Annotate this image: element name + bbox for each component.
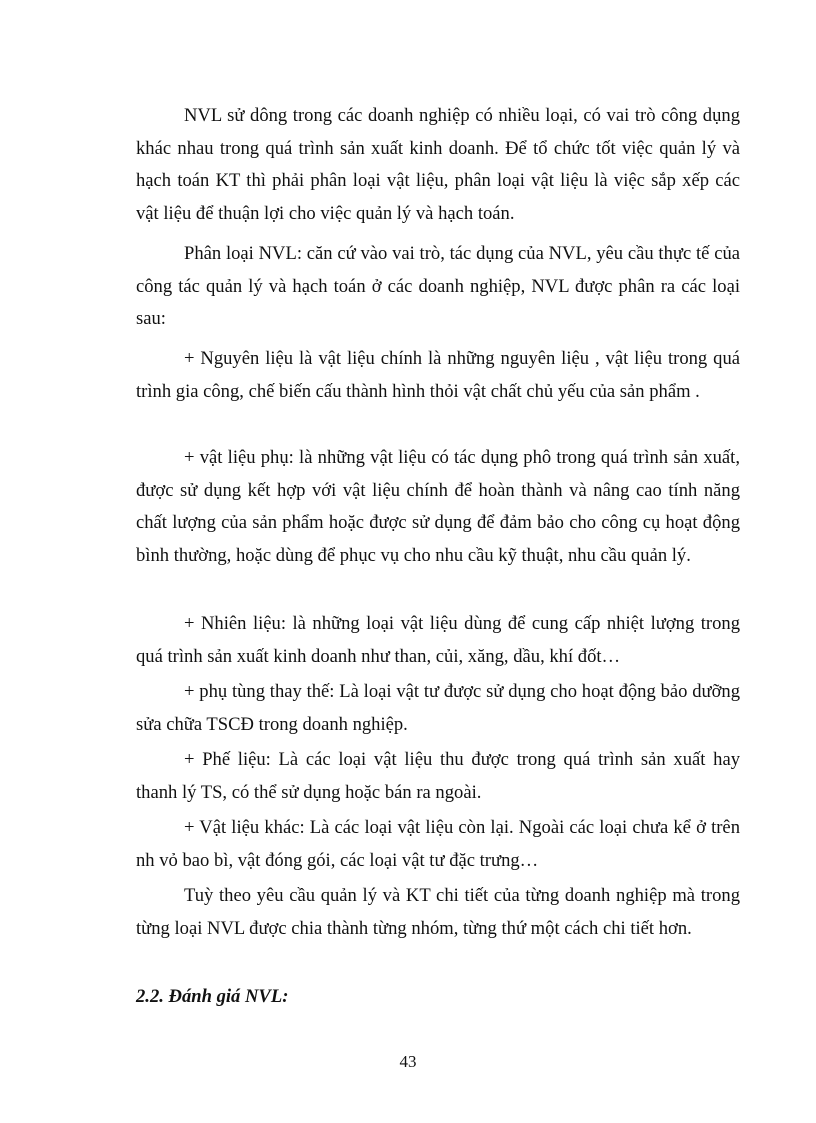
- paragraph: [136, 744, 740, 809]
- paragraph-text: Phân loại NVL: căn cứ vào vai trò, tác dụng của NVL, yêu cầu thực tế của công tác quản lý và hạch toán ở các doanh nghiệp, NVL được phân ra các loại sau:: [136, 243, 740, 329]
- paragraph: [136, 442, 740, 572]
- paragraph-text: + Nhiên liệu: là những loại vật liệu dùng để cung cấp nhiệt lượng trong quá trình sản xuất kinh doanh như than, củi, xăng, dầu, khí đốt…: [136, 613, 740, 667]
- paragraph-text: + Nguyên liệu là vật liệu chính là những nguyên liệu , vật liệu trong quá trình gia công, chế biến cấu thành hình thỏi vật chất chủ yếu của sản phẩm .: [136, 348, 740, 402]
- paragraph-text: Tuỳ theo yêu cầu quản lý và KT chi tiết của từng doanh nghiệp mà trong từng loại NVL được chia thành từng nhóm, từng thứ một cách chi tiết hơn.: [136, 885, 740, 939]
- paragraph: [136, 812, 740, 877]
- paragraph-text: + vật liệu phụ: là những vật liệu có tác dụng phô trong quá trình sản xuất, được sử dụng kết hợp với vật liệu chính để hoàn thành và nâng cao tính năng chất lượng của sản phẩm hoặc được sử dụng để đảm bảo cho công cụ hoạt động bình thường, hoặc dùng để phục vụ cho nhu cầu kỹ thuật, nhu cầu quản lý.: [136, 447, 740, 566]
- paragraph: [136, 608, 740, 673]
- paragraph-text: NVL sử dông trong các doanh nghiệp có nhiều loại, có vai trò công dụng khác nhau trong quá trình sản xuất kinh doanh. Để tổ chức tốt việc quản lý và hạch toán KT thì phải phân loại vật liệu, phân loại vật liệu là việc sắp xếp các vật liệu để thuận lợi cho việc quản lý và hạch toán.: [136, 105, 740, 224]
- paragraph-text: + phụ tùng thay thế: Là loại vật tư được sử dụng cho hoạt động bảo dưỡng sửa chữa TSCĐ trong doanh nghiệp.: [136, 681, 740, 735]
- paragraph: [136, 676, 740, 741]
- paragraph: [136, 238, 740, 336]
- paragraph: [136, 343, 740, 408]
- paragraph-text: + Phế liệu: Là các loại vật liệu thu được trong quá trình sản xuất hay thanh lý TS, có thể sử dụng hoặc bán ra ngoài.: [136, 749, 740, 803]
- paragraph: [136, 880, 740, 945]
- page-number: 43: [399, 1052, 417, 1071]
- paragraph-text: + Vật liệu khác: Là các loại vật liệu còn lại. Ngoài các loại chưa kể ở trên nh vỏ bao bì, vật đóng gói, các loại vật tư đặc trưng…: [136, 817, 740, 871]
- paragraph: [136, 100, 740, 230]
- section-heading: 2.2. Đánh giá NVL:: [136, 986, 289, 1007]
